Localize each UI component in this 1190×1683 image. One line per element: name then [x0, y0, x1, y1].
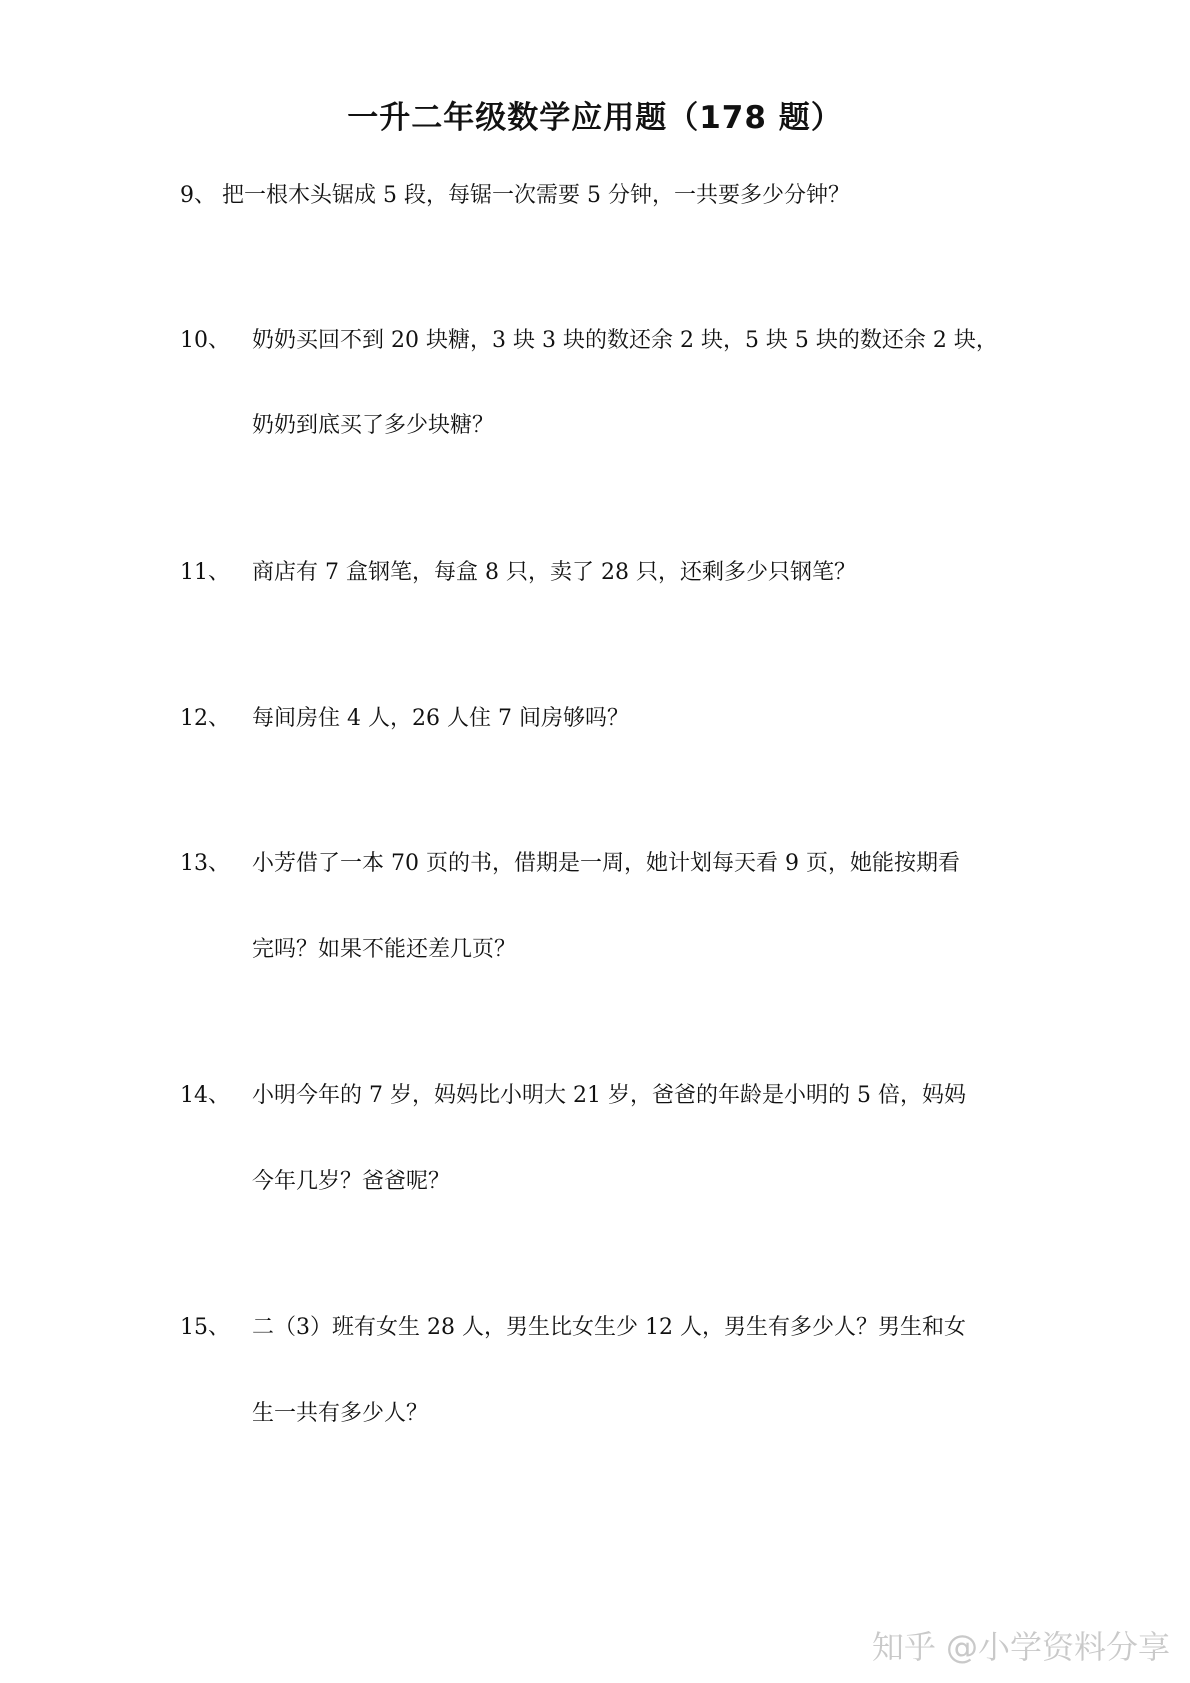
question-11-line-1: 商店有 7 盒钢笔，每盒 8 只，卖了 28 只，还剩多少只钢笔？ — [252, 560, 856, 585]
question-9-number: 9、 — [180, 183, 216, 208]
question-10-line-1: 奶奶买回不到 20 块糖，3 块 3 块的数还余 2 块，5 块 5 块的数还余 2 块， — [252, 328, 998, 353]
question-10-line-2: 奶奶到底买了多少块糖？ — [252, 413, 495, 438]
page-title: 一升二年级数学应用题（178 题） — [347, 100, 843, 136]
question-15-number: 15、 — [180, 1315, 230, 1340]
question-15-line-1: 二（3）班有女生 28 人，男生比女生少 12 人，男生有多少人？男生和女 — [252, 1315, 966, 1340]
question-13-line-1: 小芳借了一本 70 页的书，借期是一周，她计划每天看 9 页，她能按期看 — [252, 851, 960, 876]
question-11-number: 11、 — [180, 560, 230, 585]
question-14-line-2: 今年几岁？爸爸呢？ — [252, 1169, 451, 1194]
question-15-line-2: 生一共有多少人？ — [252, 1401, 429, 1426]
question-9-line-1: 把一根木头锯成 5 段，每锯一次需要 5 分钟，一共要多少分钟？ — [222, 183, 850, 208]
question-14-line-1: 小明今年的 7 岁，妈妈比小明大 21 岁，爸爸的年龄是小明的 5 倍，妈妈 — [252, 1083, 966, 1108]
question-12-number: 12、 — [180, 706, 230, 731]
question-10-number: 10、 — [180, 328, 230, 353]
watermark: 知乎 @小学资料分享 — [871, 1628, 1170, 1666]
question-12-line-1: 每间房住 4 人，26 人住 7 间房够吗？ — [252, 706, 629, 731]
question-13-number: 13、 — [180, 851, 230, 876]
question-14-number: 14、 — [180, 1083, 230, 1108]
question-13-line-2: 完吗？如果不能还差几页？ — [252, 937, 517, 962]
